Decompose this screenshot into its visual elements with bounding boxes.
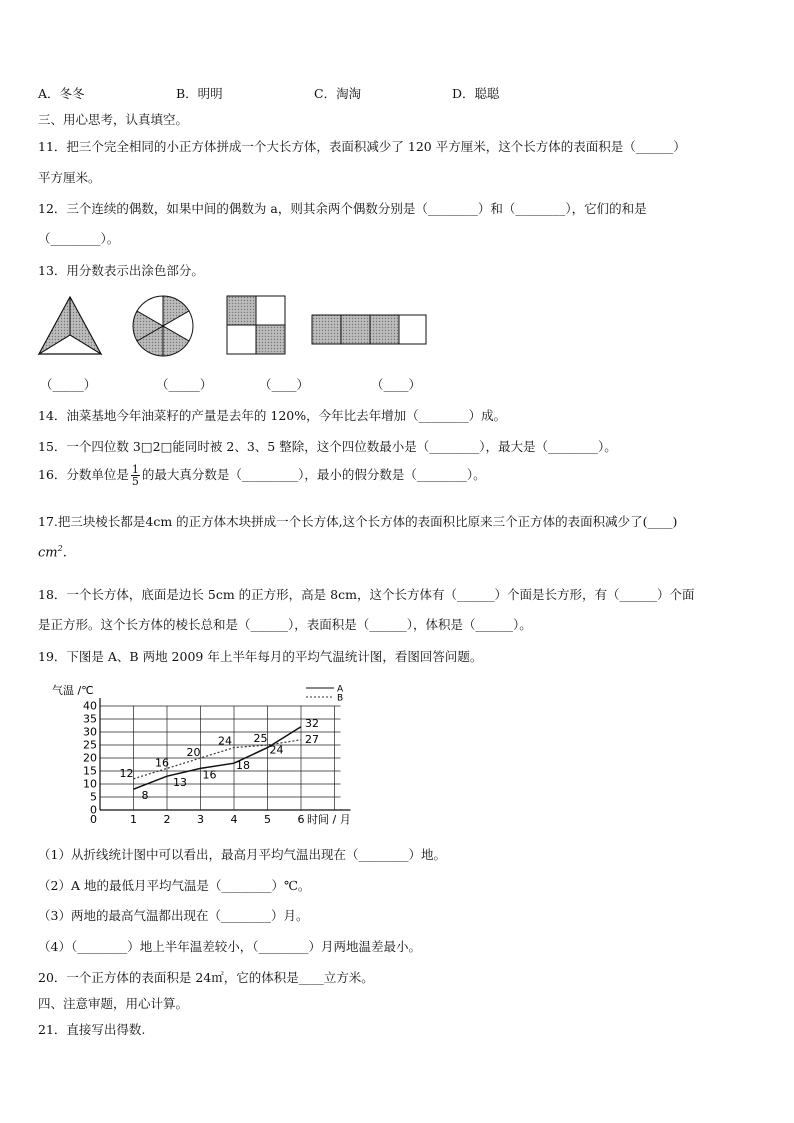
q13-blank-4: （____） — [371, 377, 422, 392]
y-tick-label: 20 — [83, 751, 97, 765]
data-label-A: 13 — [173, 776, 187, 790]
q13-blank-2: （_____） — [156, 377, 213, 392]
data-label-B: 27 — [305, 732, 319, 746]
question-21: 21．直接写出得数. — [38, 1022, 146, 1037]
x-tick-label: 3 — [197, 813, 204, 826]
option-c: C．淘淘 — [314, 86, 362, 101]
question-17-unit — [38, 544, 67, 560]
y-tick-label: 30 — [83, 725, 97, 739]
question-20: 20．一个正方体的表面积是 24㎡，它的体积是____立方米。 — [38, 970, 374, 985]
question-15: 15．一个四位数 3□2□能同时被 2、3、5 整除，这个四位数最小是（________），最大是（________）。 — [38, 439, 617, 454]
fraction-one-fifth — [131, 464, 140, 487]
fraction-numerator: 1 — [131, 463, 139, 476]
data-label-A: 32 — [305, 716, 319, 730]
section-3-heading: 三、用心思考，认真填空。 — [38, 112, 189, 127]
data-label-A: 16 — [202, 768, 217, 782]
question-11-line1: 11．把三个完全相同的小正方体拼成一个大长方体，表面积减少了 120 平方厘米，这个长方体的表面积是（______） — [38, 139, 686, 154]
temperature-chart — [38, 680, 368, 830]
y-tick-label: 40 — [83, 699, 97, 713]
q13-blank-3: （____） — [259, 377, 310, 392]
y-tick-label: 5 — [90, 790, 97, 804]
section-4-heading: 四、注意审题，用心计算。 — [38, 996, 189, 1011]
question-11-line2: 平方厘米。 — [38, 170, 101, 185]
question-18-line1: 18．一个长方体，底面是边长 5cm 的正方形，高是 8cm，这个长方体有（______）个面是长方形，有（______）个面 — [38, 587, 695, 602]
question-18-line2: 是正方形。这个长方体的棱长总和是（______），表面积是（______），体积是（______）。 — [38, 617, 532, 632]
y-tick-label: 0 — [90, 803, 97, 817]
question-17-line1: 17.把三块棱长都是4cm 的正方体木块拼成一个长方体,这个长方体的表面积比原来三个正方体的表面积减少了(____) — [38, 514, 678, 529]
question-12-line2: （________）。 — [38, 231, 120, 246]
question-16 — [38, 464, 486, 487]
question-19-sub1: （1）从折线统计图中可以看出，最高月平均气温出现在（________）地。 — [38, 847, 446, 862]
data-label-B: 20 — [186, 746, 201, 759]
legend-label-B: B — [337, 693, 344, 704]
data-label-A: 8 — [141, 789, 149, 803]
option-a: A．冬冬 — [38, 86, 85, 101]
data-label-B: 12 — [119, 766, 134, 780]
x-tick-label: 5 — [264, 813, 271, 826]
y-tick-label: 25 — [83, 738, 97, 752]
data-label-B: 24 — [218, 734, 232, 748]
data-label-B: 16 — [155, 756, 169, 770]
x-tick-label: 2 — [163, 813, 171, 826]
origin-label: 0 — [90, 813, 97, 826]
question-14: 14．油菜基地今年油菜籽的产量是去年的 120%，今年比去年增加（________）成。 — [38, 408, 507, 423]
answer-options — [38, 84, 500, 102]
question-19-text: 19．下图是 A、B 两地 2009 年上半年每月的平均气温统计图，看图回答问题。 — [38, 649, 483, 664]
line-chart-svg — [38, 680, 368, 830]
q13-figures — [0, 290, 794, 360]
question-19-sub4: （4）（________）地上半年温差较小，（________）月两地温差最小。 — [38, 939, 421, 954]
data-label-A: 24 — [269, 743, 284, 757]
circle-figure — [133, 296, 193, 356]
q17-end: . — [62, 545, 67, 561]
legend-label-A: A — [337, 684, 344, 695]
x-tick-label: 1 — [130, 813, 137, 826]
unit-cm: cm — [38, 545, 58, 561]
square-figure — [227, 296, 285, 354]
y-tick-label: 15 — [83, 764, 97, 778]
question-19-sub3: （3）两地的最高气温都出现在（________）月。 — [38, 908, 309, 923]
option-b: B．明明 — [176, 86, 223, 101]
y-tick-label: 10 — [83, 777, 97, 791]
y-tick-label: 35 — [83, 712, 97, 726]
q16-suffix: 的最大真分数是（_________），最小的假分数是（________）。 — [141, 467, 486, 482]
strip-figure — [312, 315, 426, 344]
data-label-A: 18 — [236, 759, 250, 773]
q13-blank-1: （_____） — [40, 377, 97, 392]
option-d: D．聪聪 — [452, 86, 500, 101]
triangle-figure — [39, 297, 101, 354]
x-tick-label: 4 — [230, 813, 238, 826]
unit-exponent: 2 — [57, 544, 63, 553]
x-axis-label: 时间 / 月 — [307, 813, 351, 826]
data-label-B: 25 — [253, 732, 268, 745]
question-13-text: 13．用分数表示出涂色部分。 — [38, 263, 204, 278]
y-axis-label: 气温 /℃ — [52, 684, 94, 697]
question-19-sub2: （2）A 地的最低月平均气温是（________）℃。 — [38, 878, 311, 893]
question-12-line1: 12．三个连续的偶数，如果中间的偶数为 a，则其余两个偶数分别是（________）和（________），它们的和是 — [38, 201, 647, 216]
fraction-denominator: 5 — [131, 475, 139, 488]
q16-prefix: 16．分数单位是 — [38, 467, 129, 482]
x-tick-label: 6 — [297, 813, 305, 826]
